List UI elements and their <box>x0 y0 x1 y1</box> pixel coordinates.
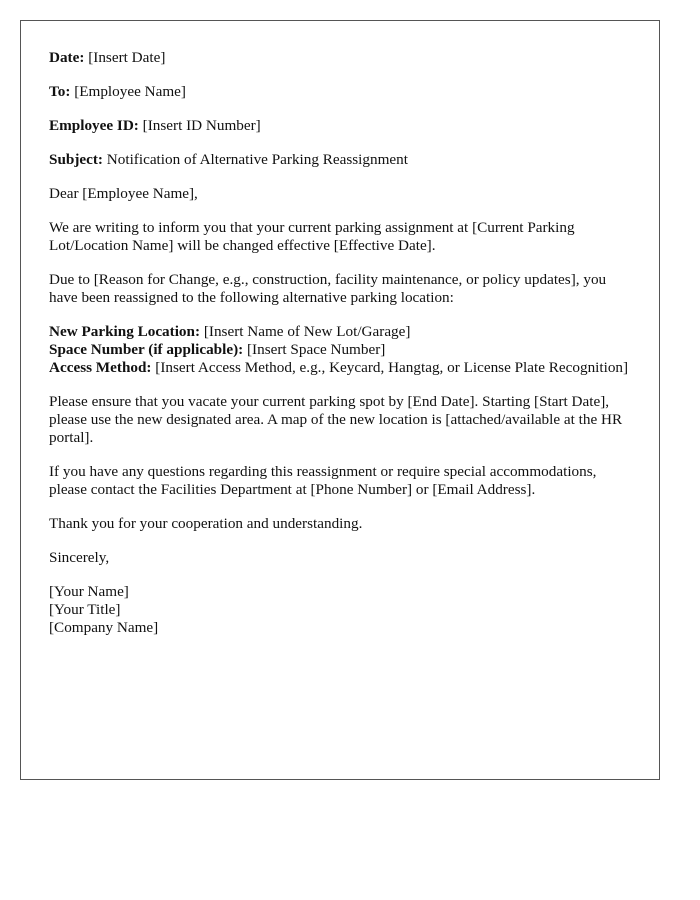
new-location-line <box>49 323 631 341</box>
date-value: [Insert Date] <box>84 49 166 66</box>
signature-name: [Your Name] <box>49 583 129 600</box>
employee-id-line <box>49 117 631 135</box>
date-line <box>49 49 631 67</box>
employee-id-value: [Insert ID Number] <box>138 117 261 134</box>
space-number-line <box>49 341 631 359</box>
space-number-value: [Insert Space Number] <box>243 341 386 358</box>
date-label: Date: <box>49 49 85 66</box>
signature-title: [Your Title] <box>49 601 121 618</box>
paragraph-vacate-instructions: Please ensure that you vacate your current parking spot by [End Date]. Starting [Start Date], please use the new designated area. A map of the new location is [attached/available at the HR portal]. <box>49 393 623 446</box>
salutation: Dear [Employee Name], <box>49 185 198 202</box>
access-method-value: [Insert Access Method, e.g., Keycard, Hangtag, or License Plate Recognition] <box>151 359 629 376</box>
space-number-label: Space Number (if applicable): <box>49 341 244 358</box>
signature-block <box>49 583 631 637</box>
employee-id-label: Employee ID: <box>49 117 139 134</box>
access-method-line <box>49 359 631 377</box>
recipient-line <box>49 83 631 101</box>
thanks-line: Thank you for your cooperation and understanding. <box>49 515 363 532</box>
new-location-label: New Parking Location: <box>49 323 201 340</box>
subject-line <box>49 151 631 169</box>
signature-company: [Company Name] <box>49 619 159 636</box>
new-location-value: [Insert Name of New Lot/Garage] <box>200 323 411 340</box>
parking-details <box>49 323 631 377</box>
letter-document <box>20 20 660 780</box>
paragraph-reason: Due to [Reason for Change, e.g., construction, facility maintenance, or policy updates], you have been reassigned to the following alternative parking location: <box>49 271 607 306</box>
recipient-label: To: <box>49 83 71 100</box>
paragraph-contact: If you have any questions regarding this reassignment or require special accommodations, please contact the Facilities Department at [Phone Number] or [Email Address]. <box>49 463 597 498</box>
subject-label: Subject: <box>49 151 103 168</box>
paragraph-current-assignment: We are writing to inform you that your current parking assignment at [Current Parking Lot/Location Name] will be changed effective [Effective Date]. <box>49 219 575 254</box>
subject-value: Notification of Alternative Parking Reassignment <box>103 151 408 168</box>
access-method-label: Access Method: <box>49 359 152 376</box>
closing: Sincerely, <box>49 549 110 566</box>
recipient-value: [Employee Name] <box>70 83 186 100</box>
